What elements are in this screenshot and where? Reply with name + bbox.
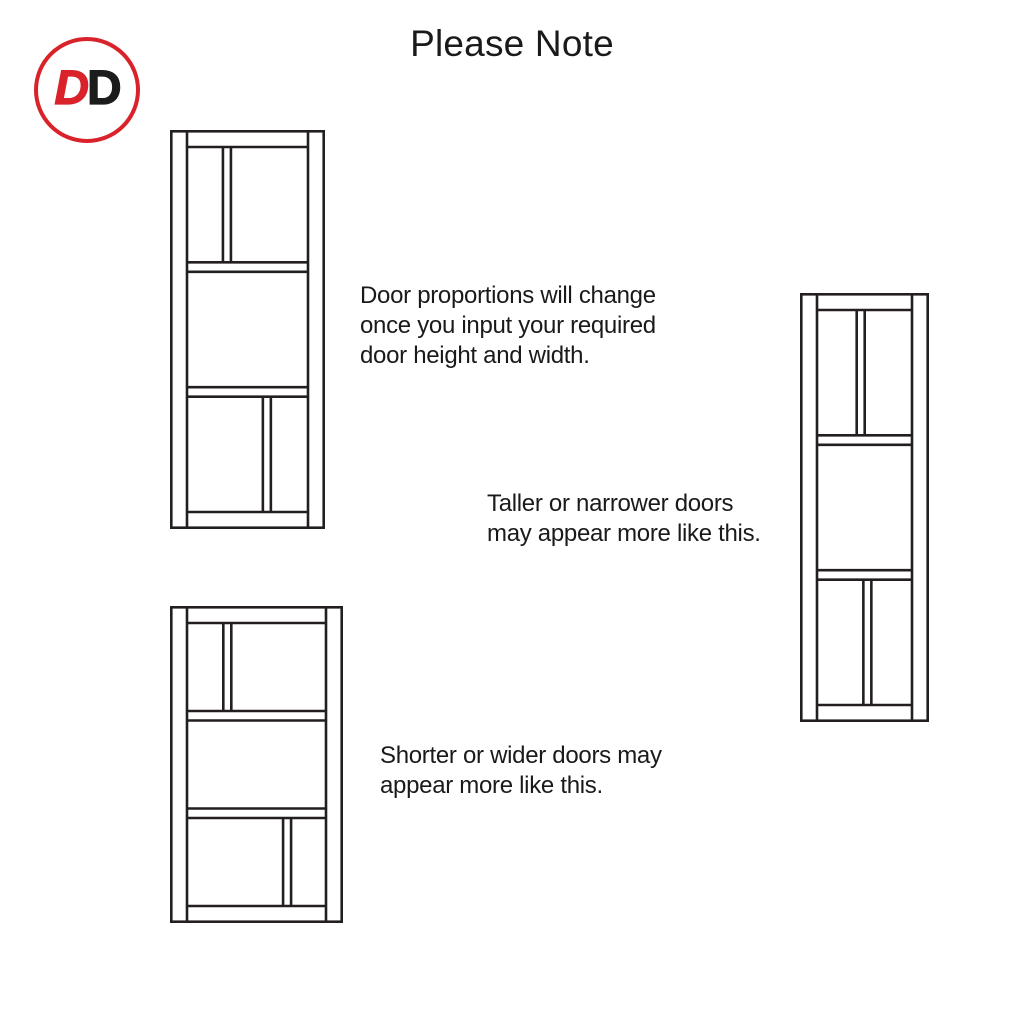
note-line: Door proportions will change (360, 282, 656, 309)
note-line: once you input your required (360, 312, 656, 339)
door-drawing-taller-narrower (800, 293, 929, 722)
note-taller-narrower (487, 489, 761, 549)
note-line: door height and width. (360, 342, 590, 369)
note-door-proportions (360, 281, 656, 371)
note-line: Shorter or wider doors may (380, 742, 662, 769)
logo-letter-d-red: D (54, 62, 87, 115)
page-title: Please Note (410, 23, 614, 64)
note-shorter-wider (380, 741, 662, 801)
note-line: may appear more like this. (487, 520, 761, 547)
note-line: appear more like this. (380, 772, 603, 799)
logo-letter-d-black: D (87, 62, 120, 115)
note-line: Taller or narrower doors (487, 490, 734, 517)
brand-logo-letters (54, 62, 120, 115)
door-drawing-original (170, 130, 325, 529)
door-drawing-shorter-wider (170, 606, 343, 923)
